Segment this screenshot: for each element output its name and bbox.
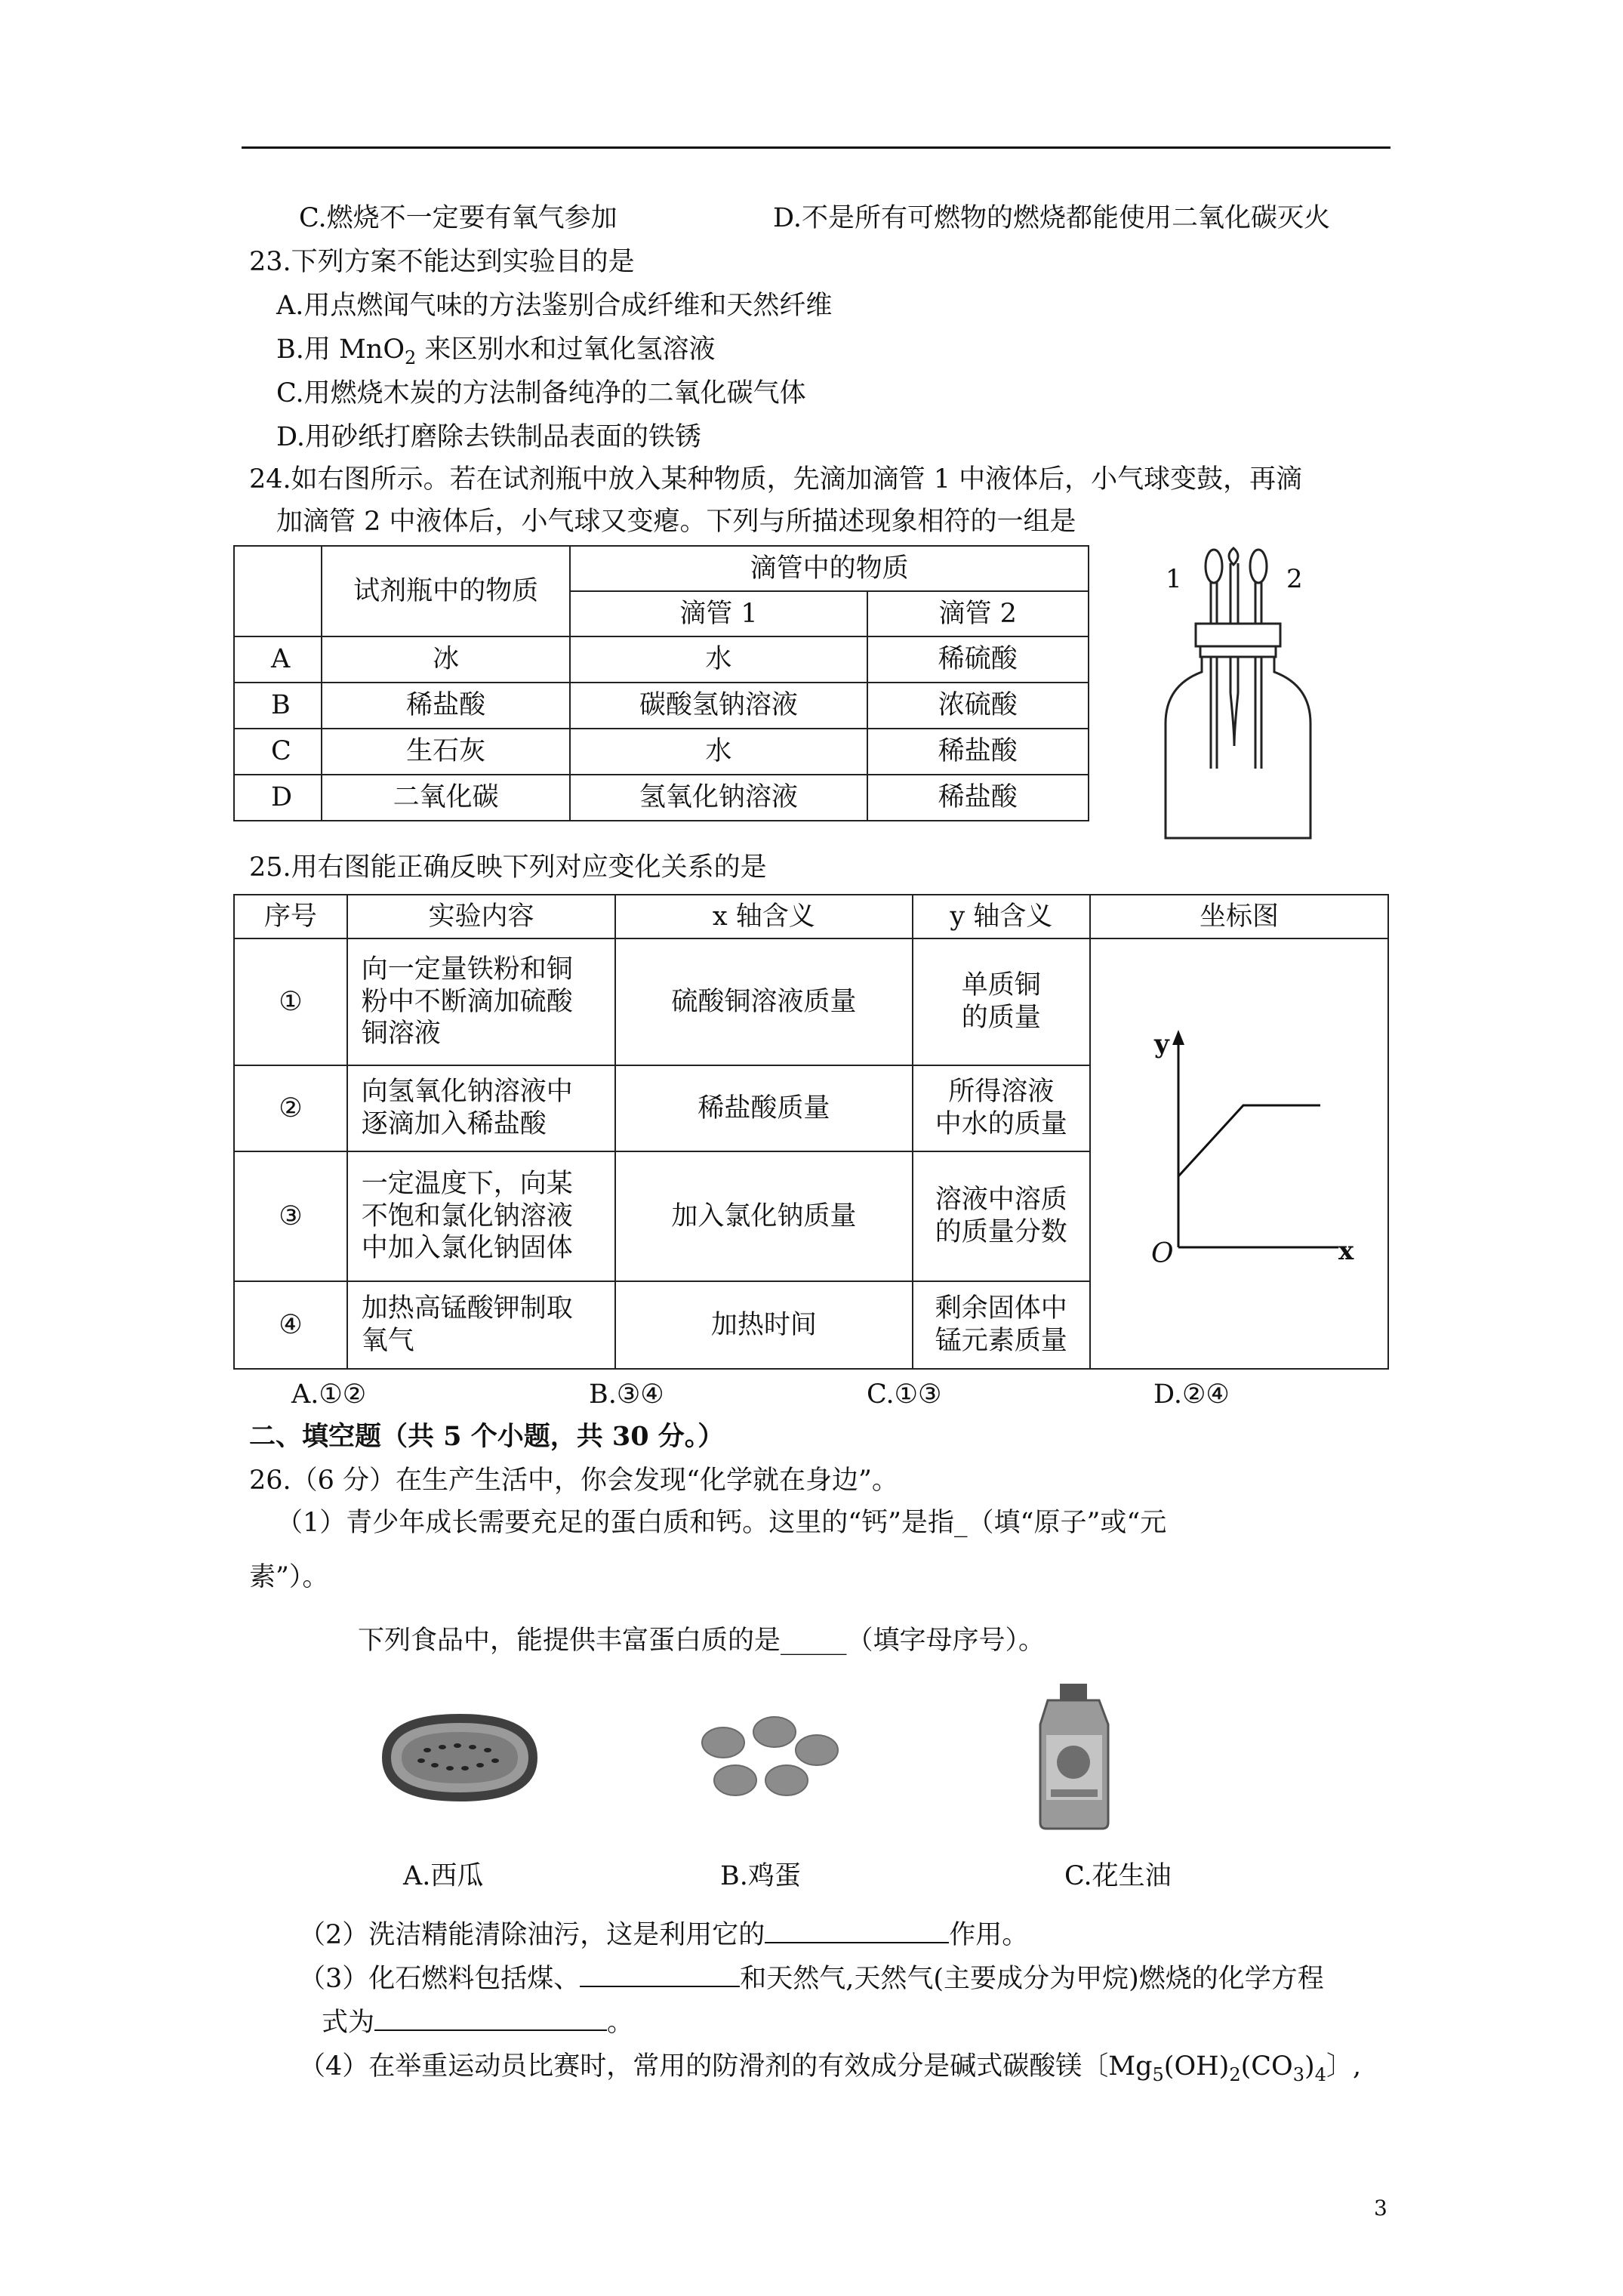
table-row: D 二氧化碳 氢氧化钠溶液 稀盐酸 <box>234 775 1089 821</box>
table-row: B 稀盐酸 碳酸氢钠溶液 浓硫酸 <box>234 683 1089 729</box>
q22-option-d: D.不是所有可燃物的燃烧都能使用二氧化碳灭火 <box>773 203 1330 233</box>
q25-option-c: C.①③ <box>867 1379 942 1410</box>
q23-option-c: C.用燃烧木炭的方法制备纯净的二氧化碳气体 <box>276 378 806 408</box>
table-row: ② 向氢氧化钠溶液中 逐滴加入稀盐酸 稀盐酸质量 所得溶液 中水的质量 <box>234 1065 1388 1151</box>
food-label-a: A.西瓜 <box>403 1861 484 1891</box>
q25-option-d: D.②④ <box>1153 1379 1230 1410</box>
peanut-oil-image <box>1030 1682 1119 1830</box>
watermelon-image <box>374 1708 545 1808</box>
q26-part1-line1: （1）青少年成长需要充足的蛋白质和钙。这里的“钙”是指_（填“原子”或“元 <box>276 1508 1167 1538</box>
bottle-stopper <box>1196 624 1280 646</box>
blank-part2[interactable] <box>765 1916 949 1943</box>
q26-food-question: 下列食品中，能提供丰富蛋白质的是_____（填字母序号）。 <box>358 1626 1046 1656</box>
q24-header-bottle: 试剂瓶中的物质 <box>322 546 570 636</box>
blank-part3-fuel[interactable] <box>580 1960 740 1987</box>
q23-option-b: B.用 MnO$_2$ 来区别水和过氧化氢溶液 <box>276 334 716 368</box>
q24-stem-line1: 24.如右图所示。若在试剂瓶中放入某种物质，先滴加滴管 1 中液体后，小气球变鼓，再滴 <box>249 464 1303 495</box>
q24-header-dropper2: 滴管 2 <box>867 591 1089 636</box>
graph-curve <box>1178 1105 1320 1176</box>
q25-option-b: B.③④ <box>589 1379 664 1410</box>
q25-graph-cell <box>1090 938 1388 1369</box>
q26-part2: （2）洗洁精能清除油污，这是利用它的 作用。 <box>299 1916 1028 1951</box>
q26-part4: （4）在举重运动员比赛时，常用的防滑剂的有效成分是碱式碳酸镁〔$Mg_5(OH)_2(CO_3)_4$〕, <box>299 2051 1362 2085</box>
graph-origin-label: O <box>1150 1238 1174 1269</box>
section-title: 二、填空题（共 5 个小题，共 30 分。） <box>249 1421 725 1452</box>
q25-table: 序号 实验内容 x 轴含义 y 轴含义 坐标图 ① 向一定量铁粉和铜 粉中不断滴加硫酸 铜溶液 硫酸铜溶液质量 单质铜 的质量 y x O ② 向氢氧化钠溶液中 逐滴加入稀盐酸 稀盐酸质量 所得溶液 中水的质量 ③ 一定温度下，向某 不饱和氯化钠溶液 中加入氯化钠固体 加入氯化钠质量 溶液中溶质 的质量分数 ④ 加热高锰酸钾制取 氧气 加热时间 剩余固体中 锰元素质量 <box>233 894 1389 1370</box>
table-row: ④ 加热高锰酸钾制取 氧气 加热时间 剩余固体中 锰元素质量 <box>234 1281 1388 1369</box>
table-row: A 冰 水 稀硫酸 <box>234 636 1089 683</box>
coordinate-graph <box>1115 1025 1364 1282</box>
header-rule <box>242 146 1390 149</box>
page-number: 3 <box>1374 2196 1387 2220</box>
graph-x-label: x <box>1338 1236 1354 1266</box>
q24-header-corner <box>234 546 322 636</box>
blank-part3-equation[interactable] <box>374 2004 607 2031</box>
dropper-1-bulb <box>1206 550 1222 583</box>
q23-stem: 23.下列方案不能达到实验目的是 <box>249 247 635 277</box>
food-label-c: C.花生油 <box>1064 1861 1172 1891</box>
table-row: ③ 一定温度下，向某 不饱和氯化钠溶液 中加入氯化钠固体 加入氯化钠质量 溶液中溶质 的质量分数 <box>234 1151 1388 1281</box>
q26-part1-line2: 素”）。 <box>249 1562 329 1592</box>
q24-header-dropper1: 滴管 1 <box>570 591 867 636</box>
q26-part3-line2: 式为 。 <box>322 2004 633 2039</box>
figure-label-1: 1 <box>1166 564 1182 594</box>
dropper-2-bulb <box>1250 550 1267 583</box>
q24-stem-line2: 加滴管 2 中液体后，小气球又变瘪。下列与所描述现象相符的一组是 <box>276 507 1076 537</box>
reagent-bottle-figure <box>1155 542 1329 844</box>
q24-table <box>233 545 1089 821</box>
q26-stem: 26.（6 分）在生产生活中，你会发现“化学就在身边”。 <box>249 1465 898 1496</box>
q25-option-a: A.①② <box>291 1379 367 1410</box>
table-row: ① 向一定量铁粉和铜 粉中不断滴加硫酸 铜溶液 硫酸铜溶液质量 单质铜 的质量 y x O <box>234 938 1388 1065</box>
q23-option-d: D.用砂纸打磨除去铁制品表面的铁锈 <box>276 422 701 452</box>
graph-y-label: y <box>1153 1029 1169 1059</box>
q25-stem: 25.用右图能正确反映下列对应变化关系的是 <box>249 852 767 883</box>
figure-label-2: 2 <box>1286 564 1303 594</box>
q22-option-c: C.燃烧不一定要有氧气参加 <box>299 203 617 233</box>
food-label-b: B.鸡蛋 <box>720 1861 801 1891</box>
q24-header-dropper: 滴管中的物质 <box>570 546 1089 591</box>
q23-option-a: A.用点燃闻气味的方法鉴别合成纤维和天然纤维 <box>276 291 833 321</box>
eggs-image <box>690 1712 848 1804</box>
table-row: C 生石灰 水 稀盐酸 <box>234 729 1089 775</box>
q26-part3-line1: （3）化石燃料包括煤、 和天然气,天然气(主要成分为甲烷)燃烧的化学方程 <box>299 1960 1324 1995</box>
